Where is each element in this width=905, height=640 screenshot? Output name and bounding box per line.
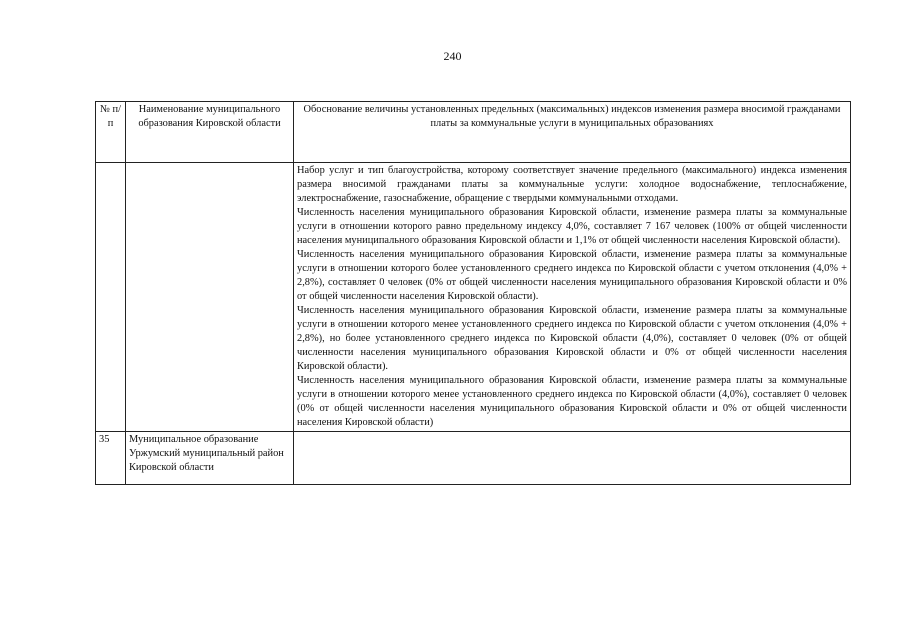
justification-paragraph: Набор услуг и тип благоустройства, которому соответствует значение предельного (максимального) индекса изменения размера вносимой гражданами платы за коммунальные услуги: холодное водоснабжение, теплоснабжение, электроснабжение, газоснабжение, обращение с твердыми коммунальными отходами. <box>297 165 847 204</box>
header-municipality-name: Наименование муниципального образования Кировской области <box>126 102 294 163</box>
row-number-cell <box>96 163 126 432</box>
table-row <box>96 163 851 432</box>
justification-paragraph: Численность населения муниципального образования Кировской области, изменение размера платы за коммунальные услуги в отношении которого менее установленного среднего индекса по Кировской области с учетом отклонения (4,0% + 2,8%), но более установленного среднего индекса по Кировской области (4,0%), составляет 0 человек (0% от общей численности населения муниципального образования Кировской области и 0% от общей численности населения Кировской области). <box>297 305 847 372</box>
row-number-cell: 35 <box>96 432 126 485</box>
header-justification: Обоснование величины установленных предельных (максимальных) индексов изменения размера вносимой гражданами платы за коммунальные услуги в муниципальных образованиях <box>294 102 851 163</box>
row-name-cell: Муниципальное образование Уржумский муниципальный район Кировской области <box>126 432 294 485</box>
row-name-cell <box>126 163 294 432</box>
row-justification-cell <box>294 432 851 485</box>
justification-table <box>95 101 851 485</box>
justification-paragraph: Численность населения муниципального образования Кировской области, изменение размера платы за коммунальные услуги в отношении которого более установленного среднего индекса по Кировской области с учетом отклонения (4,0% + 2,8%), составляет 0 человек (0% от общей численности населения муниципального образования Кировской области и 0% от общей численности населения Кировской области). <box>297 249 847 302</box>
table-header-row <box>96 102 851 163</box>
justification-paragraph: Численность населения муниципального образования Кировской области, изменение размера платы за коммунальные услуги в отношении которого менее установленного среднего индекса по Кировской области (4,0%), составляет 0 человек (0% от общей численности населения муниципального образования Кировской области и 0% от общей численности населения Кировской области) <box>297 375 847 428</box>
justification-paragraph: Численность населения муниципального образования Кировской области, изменение размера платы за коммунальные услуги в отношении которого равно предельному индексу 4,0%, составляет 7 167 человек (100% от общей численности населения муниципального образования Кировской области и 1,1% от общей численности населения Кировской области). <box>297 207 847 246</box>
table-row <box>96 432 851 485</box>
page-number: 240 <box>443 49 462 63</box>
header-number: № п/п <box>96 102 126 163</box>
row-justification-cell <box>294 163 851 432</box>
